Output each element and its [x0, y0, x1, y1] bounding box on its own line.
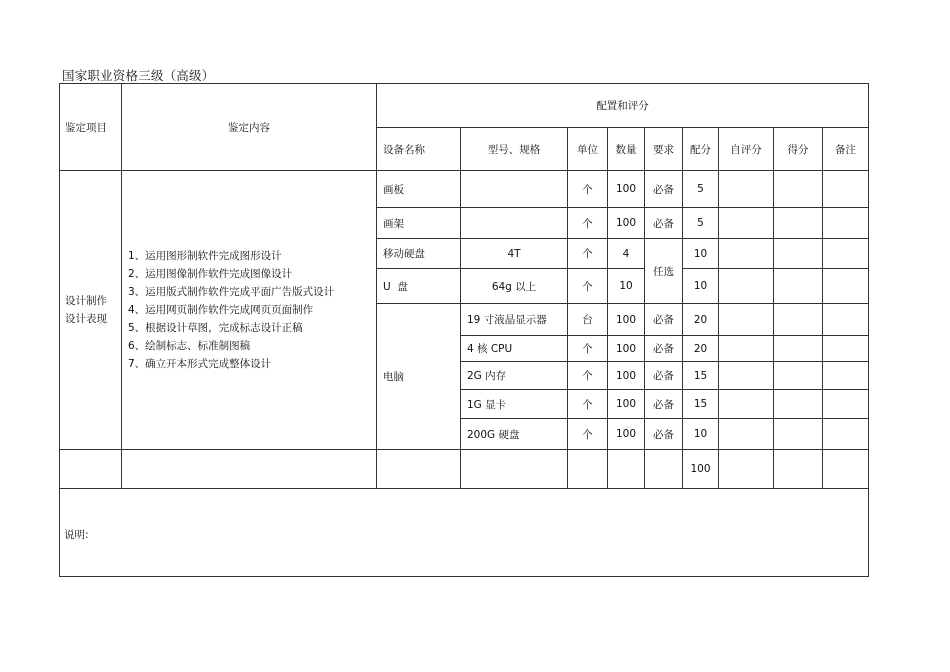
- device-spec: 1G 显卡: [461, 390, 568, 419]
- remarks-cell: [823, 208, 869, 239]
- header-item-label: 鉴定项目: [60, 84, 122, 171]
- self-score-cell: [719, 362, 774, 390]
- device-unit: 个: [568, 269, 608, 304]
- device-name: U 盘: [377, 269, 461, 304]
- obtained-score-cell: [774, 390, 823, 419]
- obtained-score-cell: [774, 336, 823, 362]
- content-item: 5、根据设计草图，完成标志设计正稿: [128, 322, 303, 334]
- device-score: 15: [683, 362, 719, 390]
- document-title: 国家职业资格三级（高级）: [62, 68, 215, 83]
- obtained-score-cell: [774, 269, 823, 304]
- remarks-cell: [823, 304, 869, 336]
- col-header-obtained: 得分: [774, 128, 823, 171]
- remarks-cell: [823, 269, 869, 304]
- col-header-unit: 单位: [568, 128, 608, 171]
- device-spec: [461, 171, 568, 208]
- header-config-label: 配置和评分: [377, 84, 869, 128]
- col-header-score: 配分: [683, 128, 719, 171]
- self-score-cell: [719, 304, 774, 336]
- total-row-cell: [645, 450, 683, 489]
- self-score-cell: [719, 239, 774, 269]
- device-name-computer: 电脑: [377, 304, 461, 450]
- device-score: 10: [683, 239, 719, 269]
- self-score-cell: [719, 269, 774, 304]
- device-name: 移动硬盘: [377, 239, 461, 269]
- self-score-cell: [719, 419, 774, 450]
- device-req: 必备: [645, 419, 683, 450]
- device-qty: 100: [608, 171, 645, 208]
- assessment-item-name: 设计制作 设计表现: [65, 295, 107, 325]
- obtained-score-cell: [774, 419, 823, 450]
- device-name: 画板: [377, 171, 461, 208]
- device-req: 必备: [645, 171, 683, 208]
- device-unit: 个: [568, 362, 608, 390]
- device-score: 20: [683, 336, 719, 362]
- device-spec: [461, 208, 568, 239]
- total-row-cell: [60, 450, 122, 489]
- obtained-score-cell: [774, 362, 823, 390]
- device-req: 必备: [645, 362, 683, 390]
- assessment-item-cell: [60, 171, 122, 450]
- device-spec: 4 核 CPU: [461, 336, 568, 362]
- device-unit: 个: [568, 171, 608, 208]
- device-unit: 个: [568, 239, 608, 269]
- device-req: 必备: [645, 390, 683, 419]
- total-score: 100: [683, 450, 719, 489]
- self-score-cell: [719, 336, 774, 362]
- device-qty: 100: [608, 362, 645, 390]
- header-content-label: 鉴定内容: [122, 84, 377, 171]
- total-row-cell: [377, 450, 461, 489]
- device-qty: 100: [608, 208, 645, 239]
- content-item: 2、运用图像制作软件完成图像设计: [128, 268, 293, 280]
- device-req-optional: 任选: [645, 239, 683, 304]
- remarks-cell: [823, 419, 869, 450]
- device-unit: 个: [568, 208, 608, 239]
- content-item: 7、确立开本形式完成整体设计: [128, 358, 272, 370]
- obtained-score-cell: [774, 208, 823, 239]
- device-qty: 100: [608, 304, 645, 336]
- obtained-score-cell: [774, 304, 823, 336]
- notes-label: 说明:: [64, 529, 89, 541]
- device-qty: 100: [608, 390, 645, 419]
- col-header-qty: 数量: [608, 128, 645, 171]
- total-row-cell: [774, 450, 823, 489]
- assessment-table: [59, 83, 869, 577]
- device-spec: 200G 硬盘: [461, 419, 568, 450]
- total-row-cell: [461, 450, 568, 489]
- device-score: 5: [683, 171, 719, 208]
- total-row-cell: [568, 450, 608, 489]
- assessment-content-cell: [122, 171, 377, 450]
- device-qty: 10: [608, 269, 645, 304]
- content-item: 1、运用图形制软件完成图形设计: [128, 250, 282, 262]
- device-qty: 100: [608, 419, 645, 450]
- remarks-cell: [823, 171, 869, 208]
- obtained-score-cell: [774, 239, 823, 269]
- device-score: 10: [683, 269, 719, 304]
- device-spec: 64g 以上: [461, 269, 568, 304]
- remarks-cell: [823, 336, 869, 362]
- notes-cell: [60, 489, 869, 577]
- device-name: 画架: [377, 208, 461, 239]
- content-item: 3、运用版式制作软件完成平面广告版式设计: [128, 286, 335, 298]
- device-req: 必备: [645, 304, 683, 336]
- self-score-cell: [719, 171, 774, 208]
- self-score-cell: [719, 208, 774, 239]
- col-header-req: 要求: [645, 128, 683, 171]
- col-header-spec: 型号、规格: [461, 128, 568, 171]
- content-item: 6、绘制标志、标准制图稿: [128, 340, 251, 352]
- device-score: 10: [683, 419, 719, 450]
- device-unit: 个: [568, 390, 608, 419]
- total-row-cell: [608, 450, 645, 489]
- device-score: 20: [683, 304, 719, 336]
- remarks-cell: [823, 239, 869, 269]
- obtained-score-cell: [774, 171, 823, 208]
- device-unit: 个: [568, 336, 608, 362]
- device-req: 必备: [645, 336, 683, 362]
- device-spec: 19 寸液晶显示器: [461, 304, 568, 336]
- total-row-cell: [719, 450, 774, 489]
- total-row-cell: [823, 450, 869, 489]
- total-row-cell: [122, 450, 377, 489]
- col-header-device-name: 设备名称: [377, 128, 461, 171]
- device-unit: 个: [568, 419, 608, 450]
- device-spec: 4T: [461, 239, 568, 269]
- remarks-cell: [823, 362, 869, 390]
- col-header-remarks: 备注: [823, 128, 869, 171]
- self-score-cell: [719, 390, 774, 419]
- device-qty: 100: [608, 336, 645, 362]
- content-item: 4、运用网页制作软件完成网页页面制作: [128, 304, 314, 316]
- device-score: 5: [683, 208, 719, 239]
- remarks-cell: [823, 390, 869, 419]
- device-req: 必备: [645, 208, 683, 239]
- device-score: 15: [683, 390, 719, 419]
- col-header-self-score: 自评分: [719, 128, 774, 171]
- device-unit: 台: [568, 304, 608, 336]
- device-qty: 4: [608, 239, 645, 269]
- device-spec: 2G 内存: [461, 362, 568, 390]
